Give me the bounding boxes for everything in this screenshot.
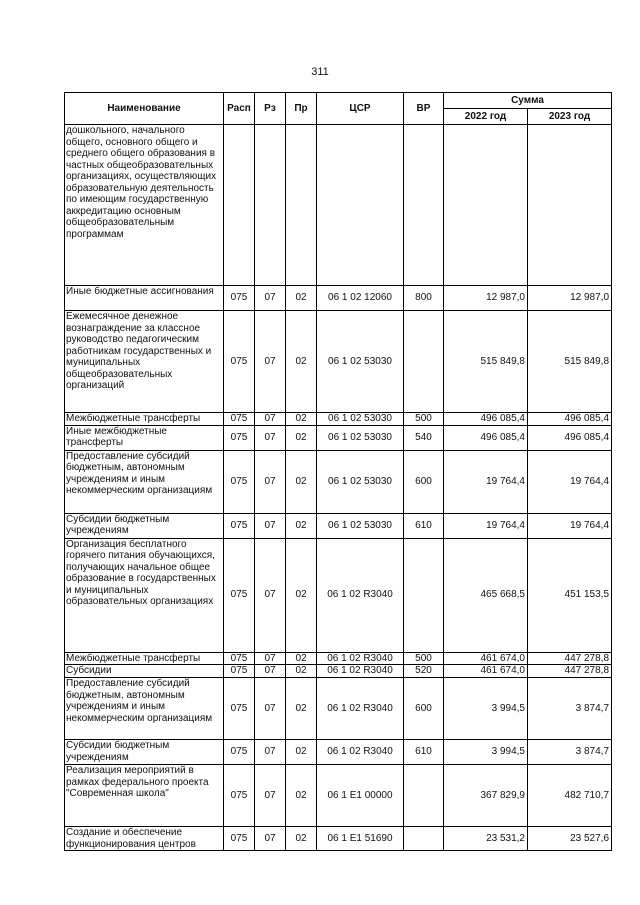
row-sum-2022: 461 674,0	[444, 665, 528, 678]
row-name: Реализация мероприятий в рамках федерального проекта "Современная школа"	[65, 765, 224, 827]
row-csr: 06 1 02 53030	[317, 425, 404, 450]
row-name: Межбюджетные трансферты	[65, 413, 224, 426]
row-csr: 06 1 02 12060	[317, 286, 404, 311]
header-2023: 2023 год	[528, 109, 612, 125]
row-sum-2022: 461 674,0	[444, 652, 528, 665]
row-name: Предоставление субсидий бюджетным, автономным учреждениям и иным некоммерческим организациям	[65, 678, 224, 740]
row-rz: 07	[255, 652, 286, 665]
table-row	[65, 125, 612, 286]
row-sum-2023: 3 874,7	[528, 678, 612, 740]
row-name: Предоставление субсидий бюджетным, автономным учреждениям и иным некоммерческим организациям	[65, 450, 224, 513]
row-rz	[255, 125, 286, 286]
row-rz: 07	[255, 538, 286, 652]
row-sum-2022: 465 668,5	[444, 538, 528, 652]
row-rz: 07	[255, 740, 286, 765]
header-vr: ВР	[404, 93, 444, 125]
row-sum-2022: 3 994,5	[444, 678, 528, 740]
row-sum-2022	[444, 125, 528, 286]
row-name: Субсидии бюджетным учреждениям	[65, 513, 224, 538]
row-pr	[286, 125, 317, 286]
table-body	[65, 125, 612, 851]
row-csr: 06 1 02 53030	[317, 450, 404, 513]
row-sum-2022: 496 085,4	[444, 425, 528, 450]
table-row	[65, 450, 612, 513]
table-row	[65, 827, 612, 851]
header-csr: ЦСР	[317, 93, 404, 125]
row-sum-2023: 496 085,4	[528, 413, 612, 426]
row-csr	[317, 125, 404, 286]
row-rz: 07	[255, 413, 286, 426]
row-pr: 02	[286, 286, 317, 311]
row-sum-2022: 19 764,4	[444, 450, 528, 513]
row-sum-2023: 19 764,4	[528, 513, 612, 538]
row-vr: 540	[404, 425, 444, 450]
row-pr: 02	[286, 665, 317, 678]
row-vr: 800	[404, 286, 444, 311]
row-sum-2023: 482 710,7	[528, 765, 612, 827]
row-name: дошкольного, начального общего, основного общего и среднего общего образования в частных общеобразовательных организациях, осуществляющих образовательную деятельность по имеющим государственную аккредитацию основным общеобразовательным программам	[65, 125, 224, 286]
row-rz: 07	[255, 311, 286, 413]
row-csr: 06 1 E1 00000	[317, 765, 404, 827]
row-rasp: 075	[224, 311, 255, 413]
table-row	[65, 740, 612, 765]
row-sum-2022: 515 849,8	[444, 311, 528, 413]
header-name: Наименование	[65, 93, 224, 125]
row-csr: 06 1 02 R3040	[317, 665, 404, 678]
row-rasp: 075	[224, 665, 255, 678]
row-pr: 02	[286, 652, 317, 665]
row-pr: 02	[286, 740, 317, 765]
row-pr: 02	[286, 513, 317, 538]
row-vr: 520	[404, 665, 444, 678]
row-vr	[404, 538, 444, 652]
row-csr: 06 1 02 53030	[317, 413, 404, 426]
row-sum-2023: 515 849,8	[528, 311, 612, 413]
row-csr: 06 1 02 53030	[317, 311, 404, 413]
row-vr: 500	[404, 652, 444, 665]
row-pr: 02	[286, 450, 317, 513]
row-sum-2023: 12 987,0	[528, 286, 612, 311]
header-rz: Рз	[255, 93, 286, 125]
row-rasp: 075	[224, 286, 255, 311]
row-name: Субсидии бюджетным учреждениям	[65, 740, 224, 765]
row-vr	[404, 827, 444, 851]
row-rz: 07	[255, 425, 286, 450]
row-rasp: 075	[224, 425, 255, 450]
row-vr: 500	[404, 413, 444, 426]
row-sum-2023: 3 874,7	[528, 740, 612, 765]
row-rasp: 075	[224, 827, 255, 851]
row-rasp: 075	[224, 740, 255, 765]
row-rasp: 075	[224, 765, 255, 827]
row-sum-2023: 447 278,8	[528, 665, 612, 678]
row-sum-2023: 23 527,6	[528, 827, 612, 851]
row-vr: 600	[404, 450, 444, 513]
row-pr: 02	[286, 827, 317, 851]
row-sum-2022: 19 764,4	[444, 513, 528, 538]
row-vr: 610	[404, 513, 444, 538]
page-number: 311	[311, 66, 329, 78]
table-row	[65, 652, 612, 665]
row-sum-2023	[528, 125, 612, 286]
row-name: Ежемесячное денежное вознаграждение за классное руководство педагогическим работникам государственных и муниципальных общеобразовательных организаций	[65, 311, 224, 413]
row-pr: 02	[286, 765, 317, 827]
row-csr: 06 1 02 R3040	[317, 538, 404, 652]
table-row	[65, 425, 612, 450]
table-row	[65, 665, 612, 678]
row-sum-2023: 451 153,5	[528, 538, 612, 652]
row-name: Иные межбюджетные трансферты	[65, 425, 224, 450]
table-row	[65, 286, 612, 311]
row-name: Субсидии	[65, 665, 224, 678]
row-rz: 07	[255, 765, 286, 827]
row-vr	[404, 311, 444, 413]
table-row	[65, 413, 612, 426]
row-rz: 07	[255, 286, 286, 311]
row-vr	[404, 125, 444, 286]
row-rz: 07	[255, 678, 286, 740]
row-rz: 07	[255, 665, 286, 678]
row-sum-2022: 23 531,2	[444, 827, 528, 851]
row-pr: 02	[286, 678, 317, 740]
row-rasp: 075	[224, 538, 255, 652]
row-sum-2023: 496 085,4	[528, 425, 612, 450]
row-rasp: 075	[224, 450, 255, 513]
row-sum-2023: 19 764,4	[528, 450, 612, 513]
row-rz: 07	[255, 450, 286, 513]
row-name: Иные бюджетные ассигнования	[65, 286, 224, 311]
row-pr: 02	[286, 538, 317, 652]
row-vr	[404, 765, 444, 827]
row-csr: 06 1 02 R3040	[317, 740, 404, 765]
row-vr: 610	[404, 740, 444, 765]
header-2022: 2022 год	[444, 109, 528, 125]
row-rasp: 075	[224, 678, 255, 740]
header-sum: Сумма	[444, 93, 612, 109]
table-row	[65, 538, 612, 652]
row-sum-2022: 3 994,5	[444, 740, 528, 765]
row-pr: 02	[286, 425, 317, 450]
row-rasp: 075	[224, 413, 255, 426]
row-csr: 06 1 02 R3040	[317, 652, 404, 665]
row-pr: 02	[286, 311, 317, 413]
row-csr: 06 1 02 R3040	[317, 678, 404, 740]
row-rz: 07	[255, 513, 286, 538]
header-rasp: Расп	[224, 93, 255, 125]
budget-table	[64, 92, 612, 851]
row-pr: 02	[286, 413, 317, 426]
header-pr: Пр	[286, 93, 317, 125]
row-rasp: 075	[224, 652, 255, 665]
row-sum-2022: 12 987,0	[444, 286, 528, 311]
row-csr: 06 1 02 53030	[317, 513, 404, 538]
row-csr: 06 1 E1 51690	[317, 827, 404, 851]
row-rasp	[224, 125, 255, 286]
row-vr: 600	[404, 678, 444, 740]
row-rasp: 075	[224, 513, 255, 538]
row-sum-2022: 367 829,9	[444, 765, 528, 827]
row-name: Межбюджетные трансферты	[65, 652, 224, 665]
row-name: Организация бесплатного горячего питания обучающихся, получающих начальное общее образование в государственных и муниципальных образовательных организациях	[65, 538, 224, 652]
row-rz: 07	[255, 827, 286, 851]
table-row	[65, 513, 612, 538]
table-row	[65, 765, 612, 827]
row-name: Создание и обеспечение функционирования центров	[65, 827, 224, 851]
row-sum-2023: 447 278,8	[528, 652, 612, 665]
table-row	[65, 678, 612, 740]
table-row	[65, 311, 612, 413]
row-sum-2022: 496 085,4	[444, 413, 528, 426]
